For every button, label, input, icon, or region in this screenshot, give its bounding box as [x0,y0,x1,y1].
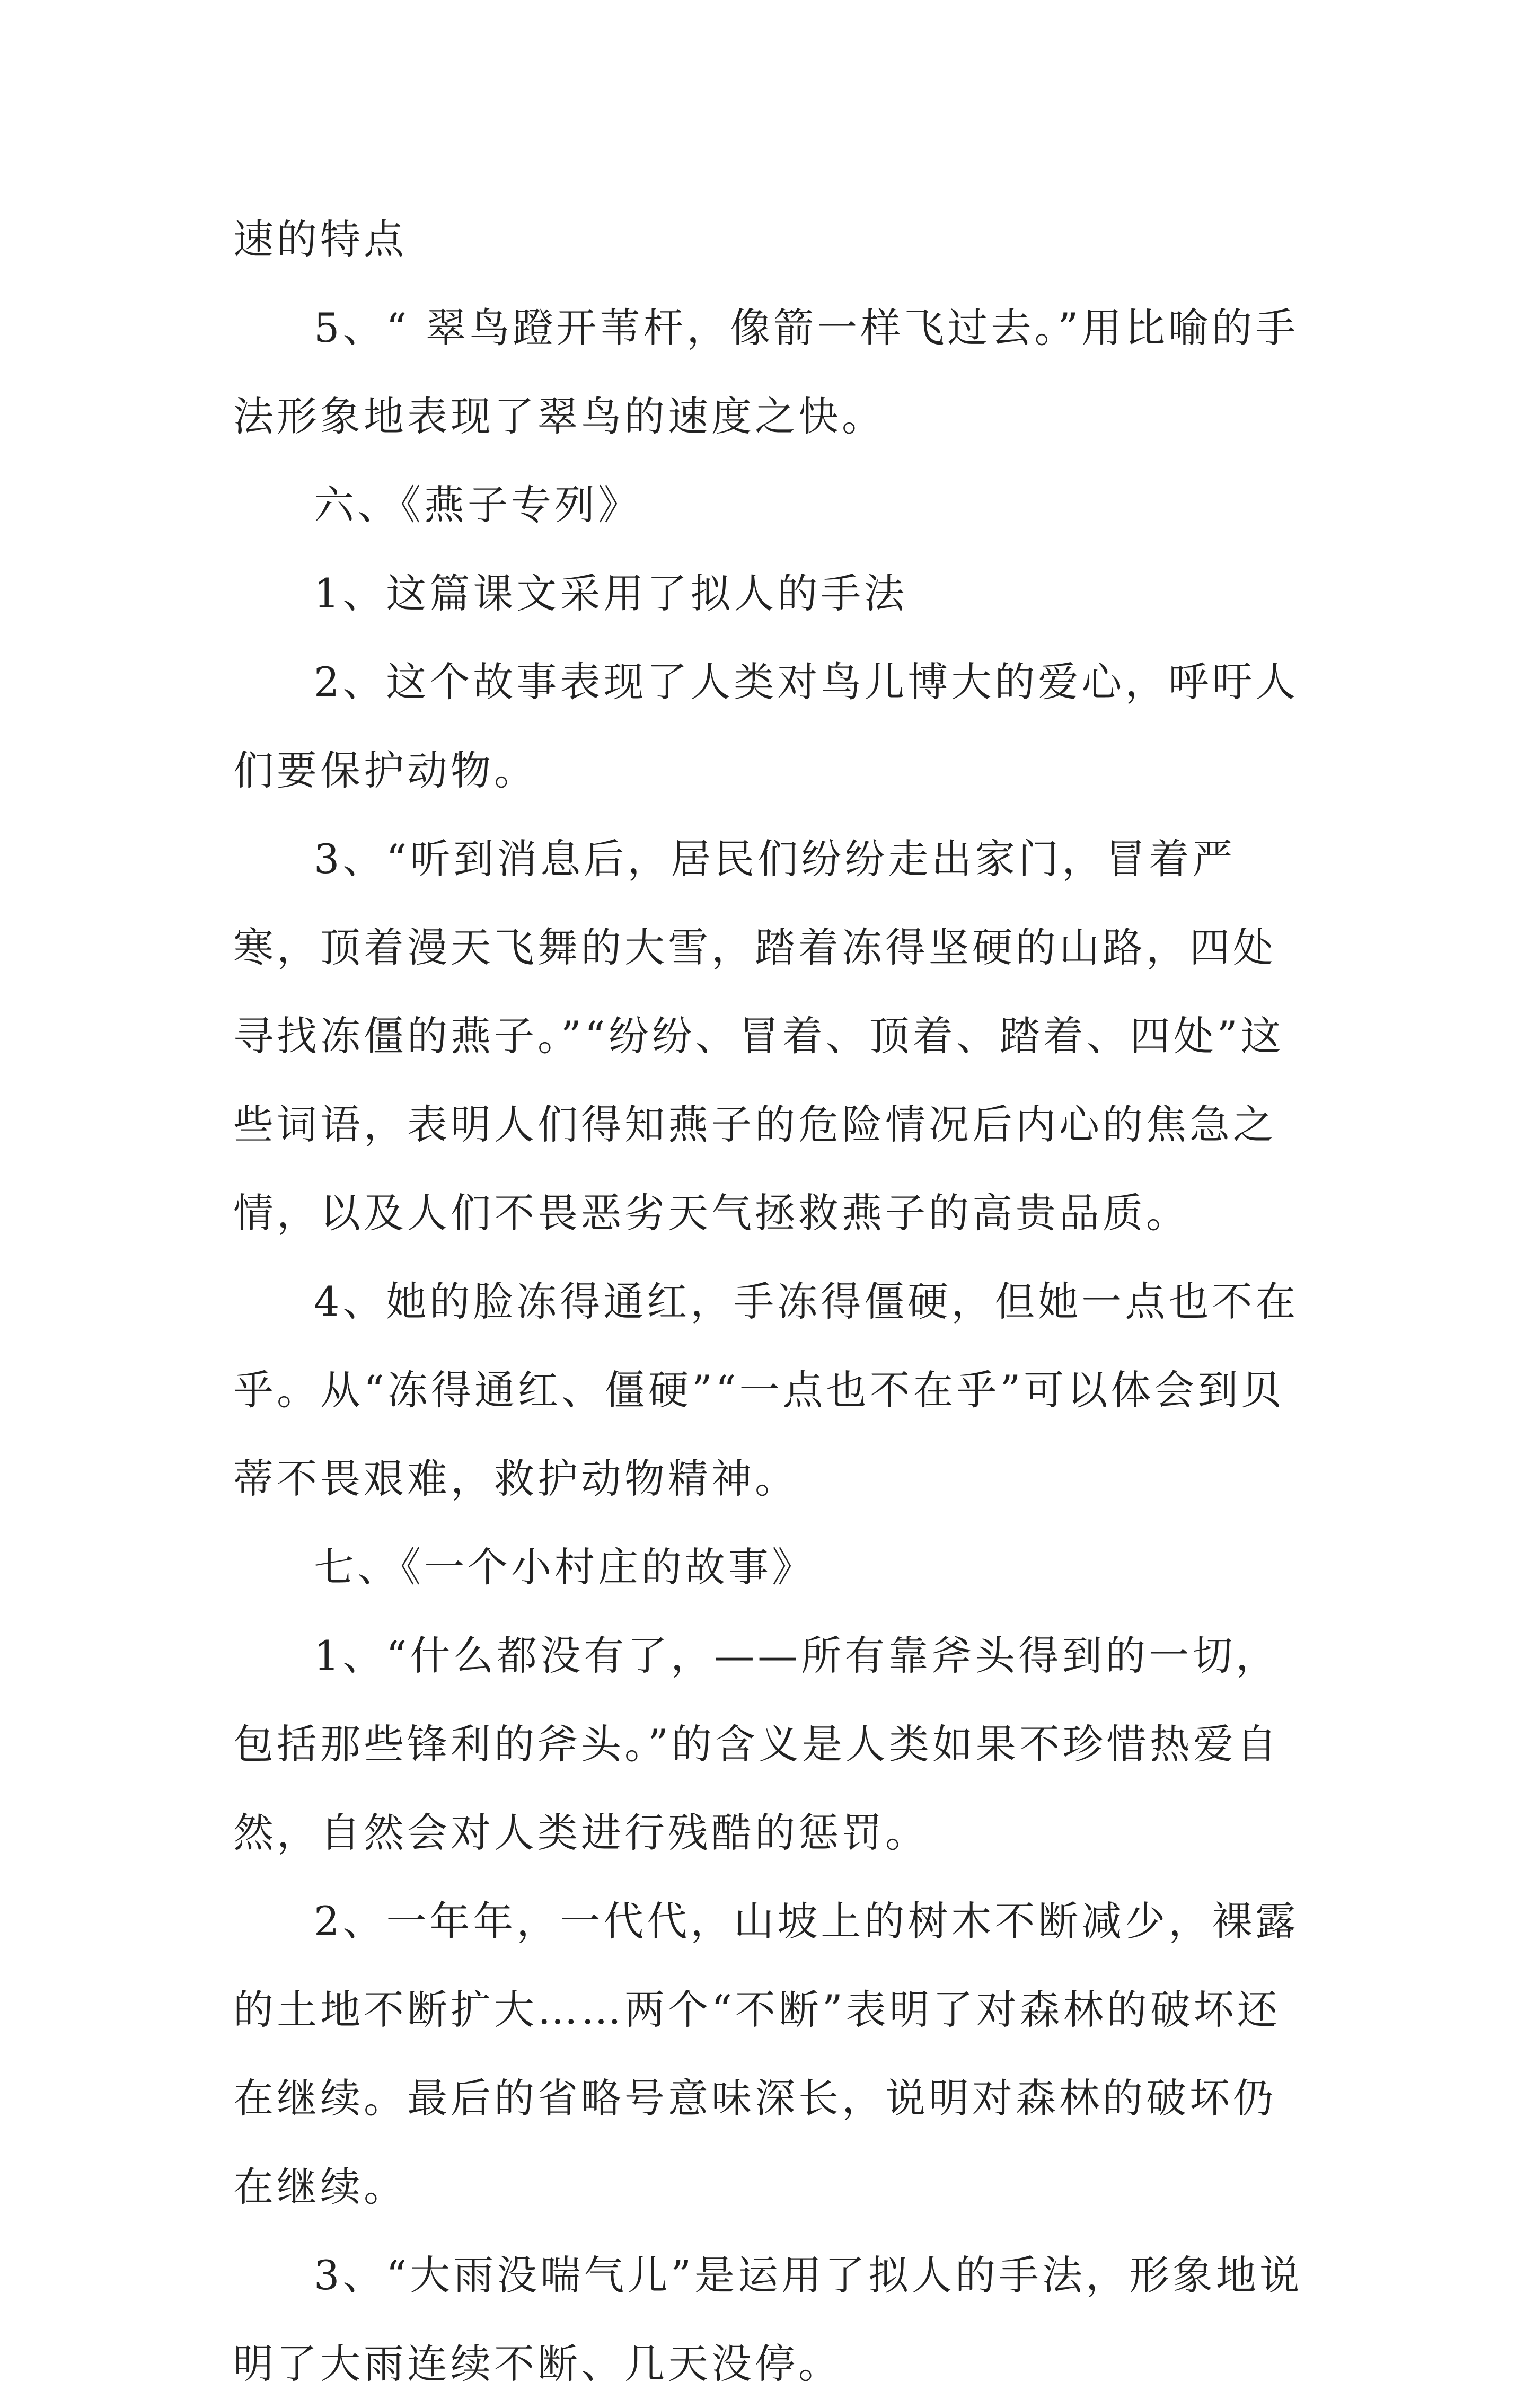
paragraph-item-1b: 1、“什么都没有了，——所有靠斧头得到的一切，包括那些锋利的斧头。”的含义是人类如果不珍惜热爱自然，自然会对人类进行残酷的惩罚。 [233,1632,1280,1856]
paragraph-continuation: 速的特点 [233,216,407,263]
document-body [233,195,1309,2408]
section-heading-six: 六、《燕子专列》 [314,481,641,528]
paragraph-item-2: 2、这个故事表现了人类对鸟儿博大的爱心，呼吁人们要保护动物。 [233,658,1299,794]
paragraph-item-5: 5、“ 翠鸟蹬开苇杆，像箭一样飞过去。”用比喻的手法形象地表现了翠鸟的速度之快。 [233,304,1299,440]
section-heading-seven: 七、《一个小村庄的故事》 [314,1543,815,1591]
paragraph-item-1: 1、这篇课文采用了拟人的手法 [314,570,908,617]
paragraph-item-3b: 3、“大雨没喘气儿”是运用了拟人的手法，形象地说明了大雨连续不断、几天没停。 [233,2252,1303,2387]
paragraph-item-2b: 2、一年年，一代代，山坡上的树木不断减少，裸露的土地不断扩大……两个“不断”表明了对森林的破坏还在继续。最后的省略号意味深长，说明对森林的破坏仍在继续。 [233,1898,1299,2210]
paragraph-item-4: 4、她的脸冻得通红，手冻得僵硬，但她一点也不在乎。从“冻得通红、僵硬”“一点也不在乎”可以体会到贝蒂不畏艰难，救护动物精神。 [233,1278,1299,1502]
paragraph-item-3: 3、“听到消息后，居民们纷纷走出家门，冒着严寒，顶着漫天飞舞的大雪，踏着冻得坚硬的山路，四处寻找冻僵的燕子。”“纷纷、冒着、顶着、踏着、四处”这些词语，表明人们得知燕子的危险情况后内心的焦急之情，以及人们不畏恶劣天气拯救燕子的高贵品质。 [233,835,1284,1237]
